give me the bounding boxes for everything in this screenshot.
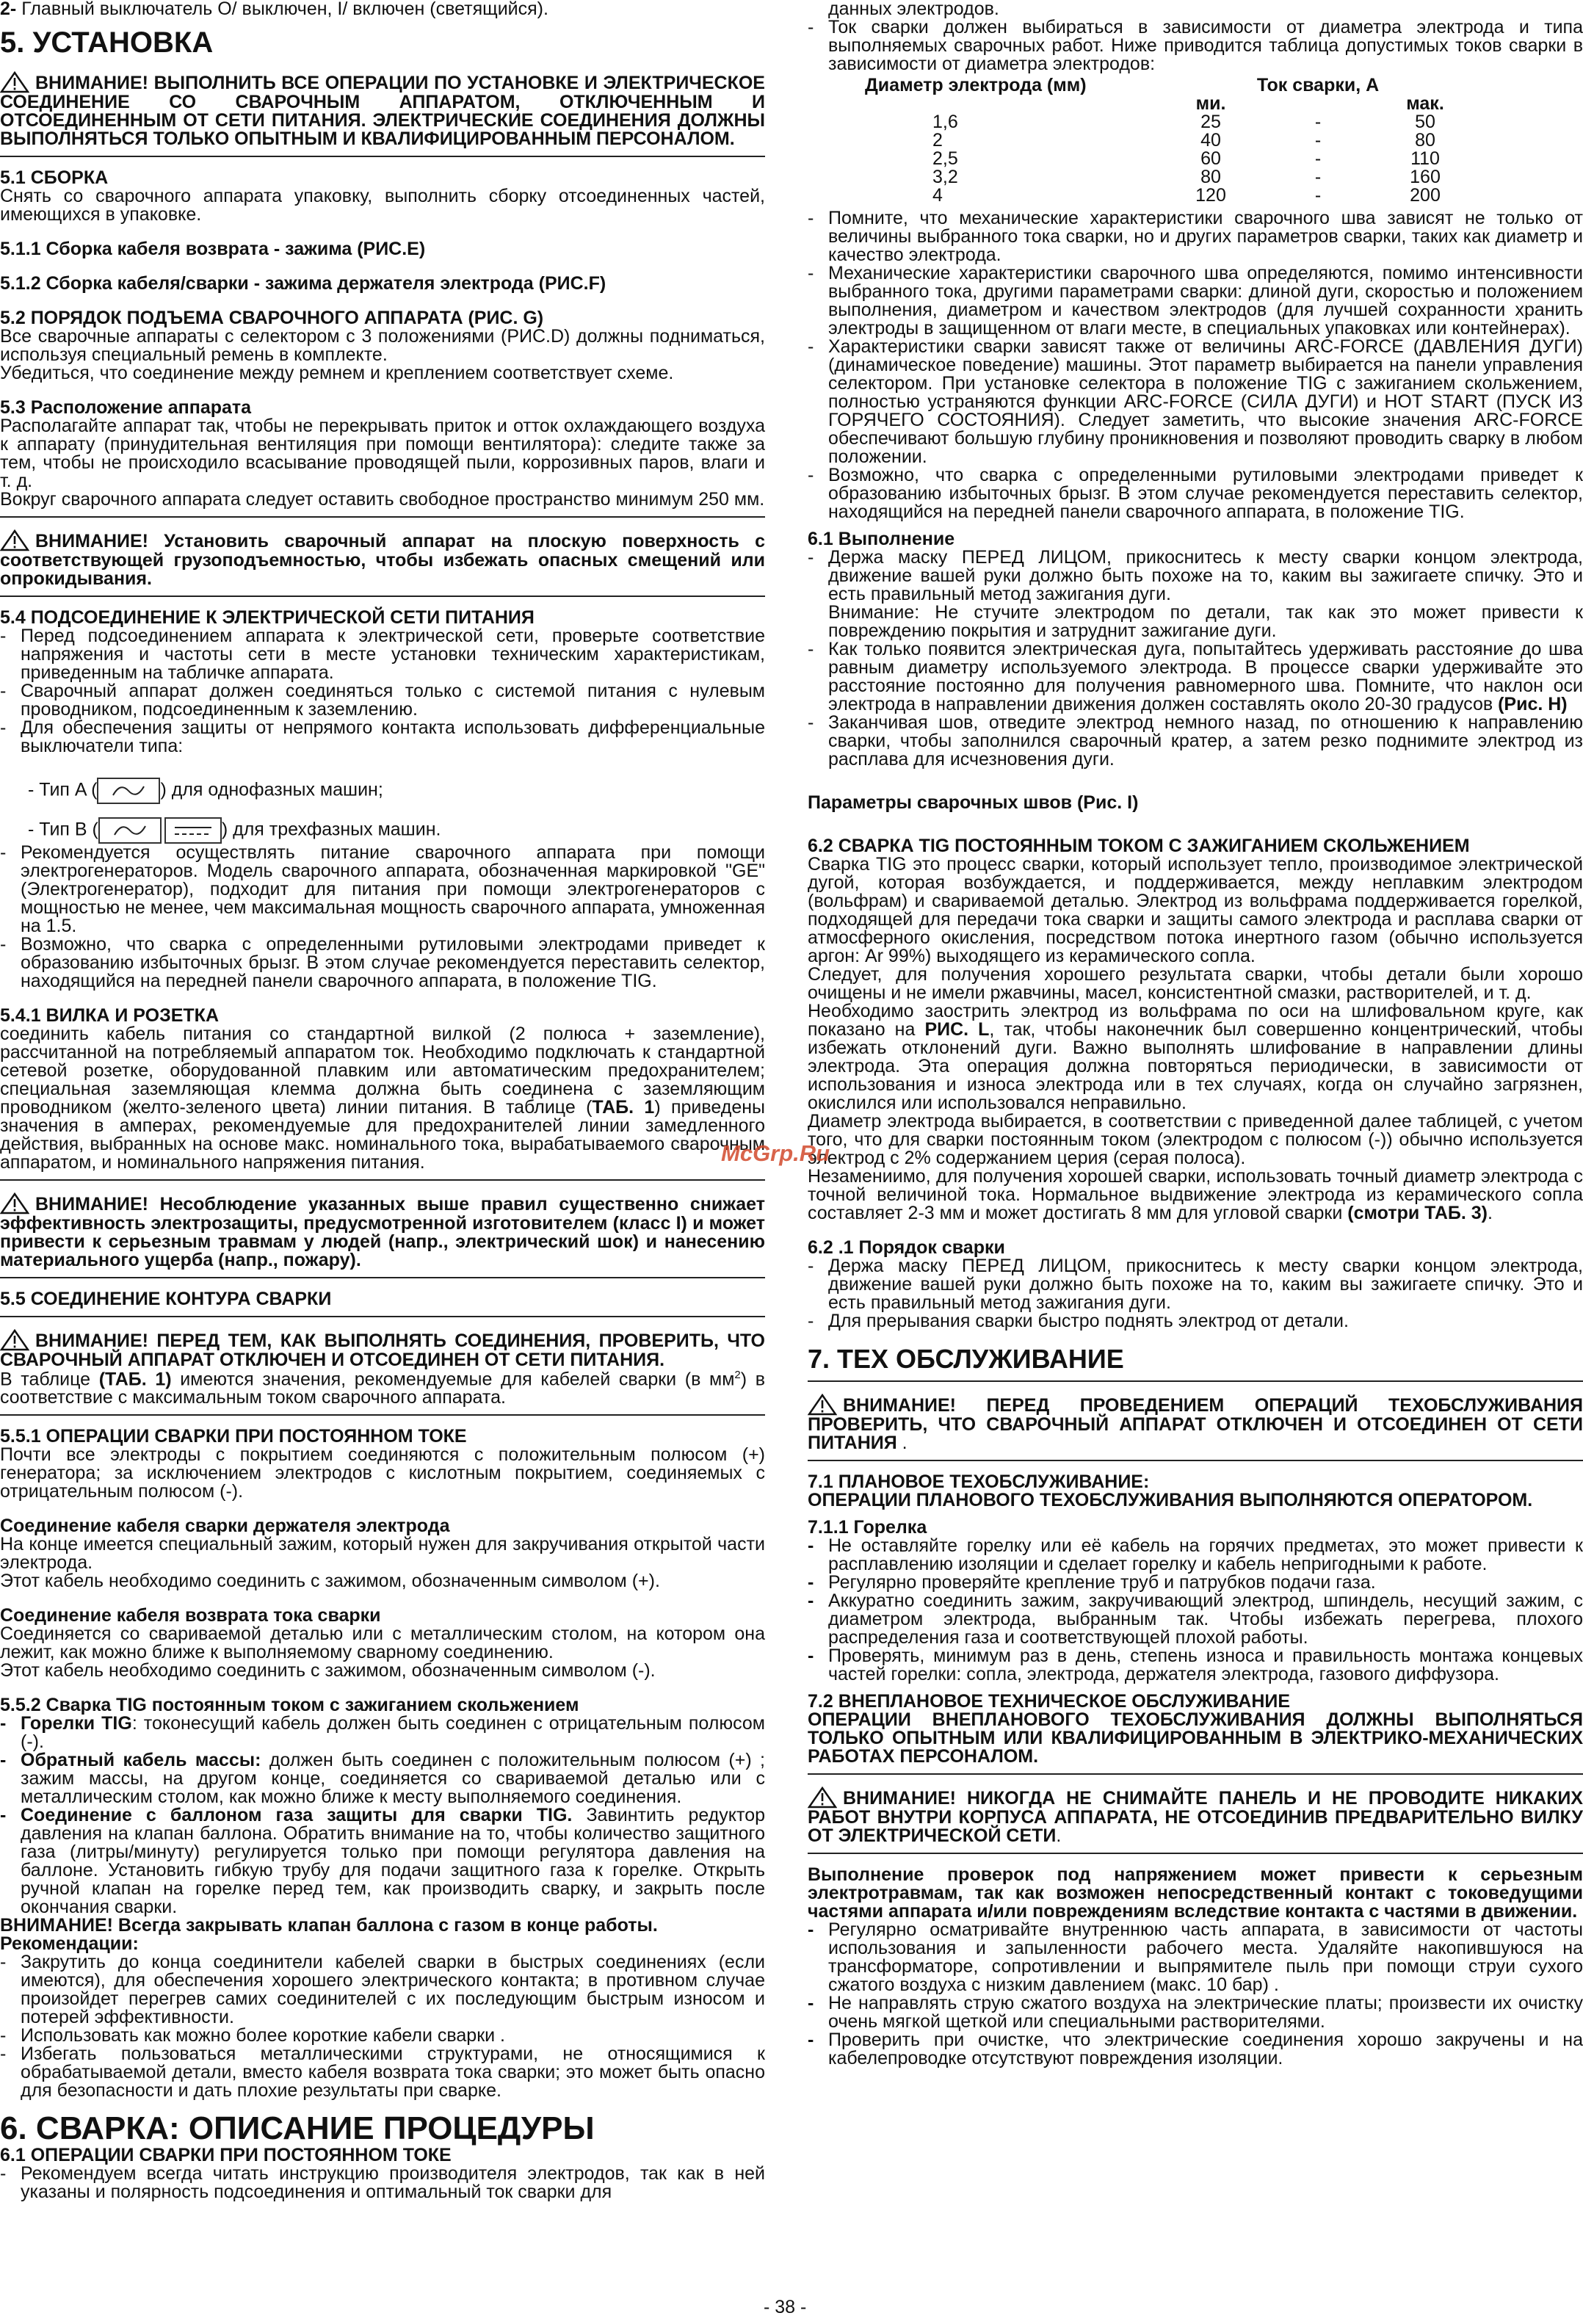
divider	[0, 1316, 765, 1317]
list-item: - Проверить при очистке, что электрические соединения хорошо закручены и на кабелепроводке отсутствуют повреждения изоляции.	[808, 2029, 1583, 2068]
list-item: - Регулярно осматривайте внутреннюю часть аппарата, в зависимости от частоты использования и запыленности рабочего места. Удаляйте накопившуюся на трансформаторе, сопротивлении и выпрямителе пыль при помощи струи сухого сжатого воздуха с низким давлением (макс. 10 бар) .	[808, 1919, 1583, 1995]
list-item: - Как только появится электрическая дуга, попытайтесь удерживать расстояние до шва равным диаметру используемого электрода. В процессе сварки удерживайте это расстояние постоянно для получения равномерного шва. Помните, что наклон оси электрода в направлении движения должен составлять около 20-30 градусов (Рис. H)	[808, 639, 1583, 714]
warning-block: ВНИМАНИЕ! НИКОГДА НЕ СНИМАЙТЕ ПАНЕЛЬ И НЕ ПРОВОДИТЕ НИКАКИХ РАБОТ ВНУТРИ КОРПУСА АППАРАТА, НЕ ОТСОЕДИНИВ ПРЕДВАРИТЕЛЬНО ВИЛКУ ОТ ЭЛЕКТРИЧЕСКОЙ СЕТИ.	[808, 1787, 1583, 1846]
list-item: - Избегать пользоваться металлическими структурами, не относящимися к обрабатываемой детали, вместо кабеля возврата тока сварки; это может быть опасно для безопасности и дать плохие результаты при сварке.	[0, 2044, 765, 2102]
paragraph: Необходимо заострить электрод из вольфрама по оси на шлифовальном круге, как показано на РИС. L, так, чтобы наконечник был совершенно концентрический, чтобы избежать отклонений дуги. Важно выполнять шлифование в направлении длины электрода. Эта операция должна повторяться периодически, в зависимости от использования и износа электрода или в тех случаях, когда он случайно загрязнен, окислился или использовался неправильно.	[808, 1001, 1583, 1113]
list-item: - Держа маску ПЕРЕД ЛИЦОМ, прикоснитесь к месту сварки концом электрода, движение вашей руки должно быть похоже на то, каким вы зажигаете спичку. Это и есть правильный метод зажигания дуги.	[808, 547, 1583, 604]
list-item: - Возможно, что сварка с определенными рутиловыми электродами приведет к образованию избыточных брызг. В этом случае рекомендуется переставить селектор, находящийся на передней панели сварочного аппарата, в положение TIG.	[0, 934, 765, 991]
table-header: Диаметр электрода (мм)	[865, 75, 1087, 95]
divider	[0, 596, 765, 597]
paragraph: Выполнение проверок под напряжением может привести к серьезным электротравмам, так как возможен непосредственный контакт с токоведущими частями аппарата и/или повреждениям вследствие контакта с частями в движении.	[808, 1864, 1583, 1922]
paragraph: данных электродов.	[828, 0, 999, 19]
paragraph: Снять со сварочного аппарата упаковку, выполнить сборку отсоединенных частей, имеющихся в упаковке.	[0, 186, 765, 225]
warning-triangle-icon	[0, 1329, 29, 1351]
section-title: 5.5.1 ОПЕРАЦИИ СВАРКИ ПРИ ПОСТОЯННОМ ТОКЕ	[0, 1426, 467, 1447]
ac-wave-icon	[97, 778, 160, 804]
list-item: - Для обеспечения защиты от непрямого контакта использовать дифференциальные выключатели типа:	[0, 717, 765, 756]
list-item: - Рекомендуется осуществлять питание сварочного аппарата при помощи электрогенераторов. Модель сварочного аппарата, обозначенная маркировкой "GE" (Электрогенератор), подходит для питания при помощи электрогенераторов с мощностью не менее, чем максимальная мощность сварочного аппарата, умноженная на 1.5.	[0, 842, 765, 936]
section-title: 5.1.1 Сборка кабеля возврата - зажима (РИС.E)	[0, 239, 426, 259]
table-row: 1,6 25 - 50	[932, 112, 1435, 132]
section-title: 7.1 ПЛАНОВОЕ ТЕХОБСЛУЖИВАНИЕ:	[808, 1471, 1150, 1492]
list-item: - Сварочный аппарат должен соединяться только с системой питания с нулевым проводником, подсоединенным к заземлению.	[0, 681, 765, 720]
rcd-type-a: - Тип A ( ) для однофазных машин;	[0, 778, 765, 804]
section-title: 5.5 СОЕДИНЕНИЕ КОНТУРА СВАРКИ	[0, 1289, 332, 1309]
rcd-type-b: - Тип B ( ) для трехфазных машин.	[0, 817, 765, 844]
warning-triangle-icon	[0, 1192, 29, 1215]
table-header: ми.	[1195, 93, 1226, 114]
list-item: - Помните, что механические характеристики сварочного шва зависят не только от величины выбранного тока сварки, но и других параметров сварки, таких как диаметр и качество электрода.	[808, 208, 1583, 265]
warning-block: ВНИМАНИЕ! ПЕРЕД ТЕМ, КАК ВЫПОЛНЯТЬ СОЕДИНЕНИЯ, ПРОВЕРИТЬ, ЧТО СВАРОЧНЫЙ АППАРАТ ОТКЛЮЧЕН И ОТСОЕДИНЕН ОТ СЕТИ ПИТАНИЯ.	[0, 1331, 765, 1370]
paragraph: Все сварочные аппараты с селектором с 3 положениями (РИС.D) должны подниматься, используя специальный ремень в комплекте.	[0, 326, 765, 365]
list-item: - Характеристики сварки зависят также от величины ARC-FORCE (ДАВЛЕНИЯ ДУГИ) (динамическое поведение) машины. Этот параметр выбирается на панели управления селектором. При установке селектора в положение TIG с зажиганием скольжением, полностью устраняются функции ARC-FORCE (СИЛА ДУГИ) и HOT START (ПУСК ИЗ ГОРЯЧЕГО СОСТОЯНИЯ). Следует заметить, что высокие значения ARC-FORCE обеспечивают большую глубину проникновения и позволяют проводить сварку в любом положении.	[808, 336, 1583, 467]
dc-line-icon	[164, 817, 222, 844]
section-title: Соединение кабеля возврата тока сварки	[0, 1605, 381, 1626]
section-title: 5.4.1 ВИЛКА И РОЗЕТКА	[0, 1005, 219, 1026]
table-row: 2,5 60 - 110	[932, 148, 1440, 169]
divider	[0, 1414, 765, 1416]
section-6-title: 6. СВАРКА: ОПИСАНИЕ ПРОЦЕДУРЫ	[0, 2110, 595, 2147]
section-title: 6.1 ОПЕРАЦИИ СВАРКИ ПРИ ПОСТОЯННОМ ТОКЕ	[0, 2144, 452, 2165]
table-header: мак.	[1406, 93, 1444, 114]
list-item: - Держа маску ПЕРЕД ЛИЦОМ, прикоснитесь к месту сварки концом электрода, движение вашей руки должно быть похоже на то, каким вы зажигаете спичку. Это и есть правильный метод зажигания дуги.	[808, 1256, 1583, 1313]
list-item: - Аккуратно соединить зажим, закручивающий электрод, шпиндель, несущий зажим, с диаметром электрода, выбранным так. Чтобы избежать перегрева, плохого распределения газа и соответствующей плохой работы.	[808, 1590, 1583, 1648]
section-7-title: 7. ТЕХ ОБСЛУЖИВАНИЕ	[808, 1344, 1124, 1374]
section-title: 5.1 СБОРКА	[0, 167, 109, 188]
list-item: - Возможно, что сварка с определенными рутиловыми электродами приведет к образованию избыточных брызг. В этом случае рекомендуется переставить селектор, находящийся на передней панели сварочного аппарата, в положение TIG.	[808, 465, 1583, 522]
paragraph: Почти все электроды с покрытием соединяются с положительным полюсом (+) генератора; за исключением электродов с кислотным покрытием, соединяемых с отрицательным полюсом (-).	[0, 1444, 765, 1502]
divider	[0, 516, 765, 518]
list-item: - Не направлять струю сжатого воздуха на электрические платы; произвести их очистку очень мягкой щеткой или специальными растворителями.	[808, 1992, 1583, 2032]
warning-block: ВНИМАНИЕ! Несоблюдение указанных выше правил существенно снижает эффективность электрозащиты, предусмотренной изготовителем (класс I) и может привести к серьезным травмам у людей (напр., электрический шок) и нанесению материального ущерба (напр., пожару).	[0, 1194, 765, 1270]
warning-line: ВНИМАНИЕ! Всегда закрывать клапан баллона с газом в конце работы.	[0, 1915, 658, 1936]
list-item: - Регулярно проверяйте крепление труб и патрубков подачи газа.	[808, 1571, 1376, 1593]
divider	[0, 156, 765, 157]
watermark: McGrp.Ru	[721, 1140, 830, 1166]
paragraph: Этот кабель необходимо соединить с зажимом, обозначенным символом (-).	[0, 1660, 656, 1682]
section-title: Соединение кабеля сварки держателя электрода	[0, 1516, 450, 1537]
table-row: 4 120 - 200	[932, 185, 1441, 206]
list-item: - Для прерывания сварки быстро поднять электрод от детали.	[808, 1311, 1349, 1331]
section-5-title: 5. УСТАНОВКА	[0, 26, 214, 59]
table-row: 2 40 - 80	[932, 130, 1435, 151]
paragraph: На конце имеется специальный зажим, который нужен для закручивания открытой части электрода.	[0, 1534, 765, 1574]
list-item: - Заканчивая шов, отведите электрод немного назад, по отношению к направлению сварки, чтобы заполнился сварочный кратер, а затем резко поднимите электрод из расплава для исчезновения дуги.	[808, 712, 1583, 770]
paragraph: Убедиться, что соединение между ремнем и креплением соответствует схеме.	[0, 363, 674, 383]
paragraph: Этот кабель необходимо соединить с зажимом, обозначенным символом (+).	[0, 1571, 660, 1592]
warning-triangle-icon	[0, 529, 29, 551]
list-item: - Не оставляйте горелку или её кабель на горячих предметах, это может привести к расплавлению изоляции и сделает горелку и кабель непригодными к работе.	[808, 1535, 1583, 1574]
paragraph: Вокруг сварочного аппарата следует оставить свободное пространство минимум 250 мм.	[0, 489, 765, 510]
divider	[808, 1773, 1583, 1775]
top-line: 2- Главный выключатель О/ выключен, I/ включен (светящийся).	[0, 0, 548, 19]
list-item: - Перед подсоединением аппарата к электрической сети, проверьте соответствие напряжения и частоты сети в месте установки техническим характеристикам, приведенным на табличке аппарата.	[0, 626, 765, 683]
section-title: 6.2 СВАРКА TIG ПОСТОЯННЫМ ТОКОМ С ЗАЖИГАНИЕМ СКОЛЬЖЕНИЕМ	[808, 836, 1470, 856]
list-item: - Обратный кабель массы: должен быть соединен с положительным полюсом (+) ; зажим массы, на другом конце, соединяется со свариваемой деталью или с металлическим столом, как можно ближе к месту выполняемого соединения.	[0, 1750, 765, 1808]
paragraph: Следует, для получения хорошего результата сварки, чтобы детали были хорошо очищены и не имели ржавчины, масел, консистентной смазки, растворителей, и т. д.	[808, 964, 1583, 1003]
list-item: - Ток сварки должен выбираться в зависимости от диаметра электрода и типа выполняемых сварочных работ. Ниже приводится таблица допустимых токов сварки в зависимости от диаметра электродов:	[808, 17, 1583, 74]
list-item: - Использовать как можно более короткие кабели сварки .	[0, 2025, 505, 2046]
section-title: 6.1 Выполнение	[808, 529, 955, 549]
warning-block: ВНИМАНИЕ! Установить сварочный аппарат на плоскую поверхность с соответствующей грузоподъемностью, чтобы избежать опасных смещений или опрокидывания.	[0, 531, 765, 589]
section-title: 5.3 Расположение аппарата	[0, 397, 252, 418]
warning-block: ВНИМАНИЕ! ПЕРЕД ПРОВЕДЕНИЕМ ОПЕРАЦИЙ ТЕХОБСЛУЖИВАНИЯ ПРОВЕРИТЬ, ЧТО СВАРОЧНЫЙ АППАРАТ ОТКЛЮЧЕН И ОТСОЕДИНЕН ОТ СЕТИ ПИТАНИЯ .	[808, 1394, 1583, 1453]
table-row: 3,2 80 - 160	[932, 167, 1441, 187]
divider	[808, 1853, 1583, 1854]
section-title: Параметры сварочных швов (Рис. I)	[808, 792, 1139, 813]
section-title: 7.1.1 Горелка	[808, 1516, 927, 1538]
paragraph: Внимание: Не стучите электродом по детали, так как это может привести к повреждению покрытия и затруднит зажигание дуги.	[828, 602, 1583, 641]
list-item: - Горелки TIG: токонесущий кабель должен быть соединен с отрицательным полюсом (-).	[0, 1713, 765, 1753]
section-title: Рекомендации:	[0, 1933, 139, 1955]
divider	[808, 1380, 1583, 1382]
section-title: 5.5.2 Сварка TIG постоянным током с зажиганием скольжением	[0, 1695, 579, 1716]
list-item: - Соединение с баллоном газа защиты для сварки TIG. Завинтить редуктор давления на клапан баллона. Обратить внимание на то, чтобы количество защитного газа (литры/минуту) регулируется только при помощи регулятора давления на баллоне. Установить гибкую трубу для подачи защитного газа к горелке. Открыть ручной клапан на горелке перед тем, как производить сварку, и закрыть после окончания сварки.	[0, 1805, 765, 1918]
current-table	[859, 76, 1479, 205]
list-item: - Механические характеристики сварочного шва определяются, помимо интенсивности выбранного тока, другими параметрами сварки: длиной дуги, скоростью и положением выполнения, диаметром и качеством электродов (для лучшей сохранности хранить электроды в защищенном от влаги месте, в специальных упаковках или контейнерах).	[808, 263, 1583, 339]
warning-triangle-icon	[808, 1394, 837, 1416]
warning-block: ВНИМАНИЕ! ВЫПОЛНИТЬ ВСЕ ОПЕРАЦИИ ПО УСТАНОВКЕ И ЭЛЕКТРИЧЕСКОЕ СОЕДИНЕНИЕ СО СВАРОЧНЫМ АППАРАТОМ, ОТКЛЮЧЕННЫМ И ОТСОЕДИНЕННЫМ ОТ СЕТИ ПИТАНИЯ. ЭЛЕКТРИЧЕСКИЕ СОЕДИНЕНИЯ ДОЛЖНЫ ВЫПОЛНЯТЬСЯ ТОЛЬКО ОПЫТНЫМ И КВАЛИФИЦИРОВАННЫМ ПЕРСОНАЛОМ.	[0, 73, 765, 149]
section-title: 5.1.2 Сборка кабеля/сварки - зажима держателя электрода (РИС.F)	[0, 273, 606, 294]
paragraph: Диаметр электрода выбирается, в соответствии с приведенной далее таблицей, с учетом того, что для сварки постоянным током (электродом с полюсом (-)) обычно используется электрод с 2% содержанием церия (серая полоса).	[808, 1111, 1583, 1168]
divider	[0, 1179, 765, 1181]
paragraph: Соединяется со свариваемой деталью или с металлическим столом, на котором она лежит, как можно ближе к выполняемому сварному соединению.	[0, 1623, 765, 1663]
paragraph: Сварка TIG это процесс сварки, который использует тепло, производимое электрической дугой, которая возбуждается, и поддерживается, между неплавким электродом (вольфрам) и свариваемой деталью. Электрод из вольфрама поддерживается горелкой, подходящей для передачи тока сварки и защиты самого электрода и расплава сварки от атмосферного окисления, посредством потока инертного газом (обычно используется аргон: Ar 99%) выходящего из керамического сопла.	[808, 854, 1583, 966]
paragraph: В таблице (ТАБ. 1) имеются значения, рекомендуемые для кабелей сварки (в $мм^2$) в соответствие с максимальным током сварочного аппарата.	[0, 1369, 765, 1408]
divider	[0, 1277, 765, 1278]
list-item: - Проверять, минимум раз в день, степень износа и правильность монтажа концевых частей горелки: сопла, электрода, держателя электрода, газового диффузора.	[808, 1645, 1583, 1684]
section-title: 5.4 ПОДСОЕДИНЕНИЕ К ЭЛЕКТРИЧЕСКОЙ СЕТИ ПИТАНИЯ	[0, 607, 535, 628]
paragraph: соединить кабель питания со стандартной вилкой (2 полюса + заземление), рассчитанной на потребляемый аппаратом ток. Необходимо подключать к стандартной сетевой розетке, оборудованной плавким или автоматическим предохранителем; специальная заземляющая клемма должна быть соединена с заземляющим проводником (желто-зеленого цвета) линии питания. В таблице (ТАБ. 1) приведены значения в амперах, рекомендуемые для предохранителей линии замедленного действия, выбранных на основе макс. номинального тока, вырабатываемого сварочным аппаратом, и номинального напряжения питания.	[0, 1024, 765, 1173]
left-column	[0, 0, 765, 2201]
list-item: - Закрутить до конца соединители кабелей сварки в быстрых соединениях (если имеются), для обеспечения хорошего электрического контакта; в противном случае произойдет перегрев самих соединителей с их последующим быстрым износом и потерей эффективности.	[0, 1952, 765, 2028]
paragraph: ОПЕРАЦИИ ВНЕПЛАНОВОГО ТЕХОБСЛУЖИВАНИЯ ДОЛЖНЫ ВЫПОЛНЯТЬСЯ ТОЛЬКО ОПЫТНЫМ ИЛИ КВАЛИФИЦИРОВАННЫМ В ЭЛЕКТРИКО-МЕХАНИЧЕСКИХ РАБОТАХ ПЕРСОНАЛОМ.	[808, 1709, 1583, 1767]
ac-wave-icon	[98, 817, 162, 844]
warning-triangle-icon	[808, 1787, 837, 1809]
table-header: Ток сварки, A	[1256, 75, 1380, 95]
section-title: 6.2 .1 Порядок сварки	[808, 1237, 1005, 1258]
paragraph: Незамениимо, для получения хорошей сварки, использовать точный диаметр электрода с точной величиной тока. Нормальное выдвижение электрода из керамического сопла составляет 2-3 мм и может достигать 8 мм для угловой сварки (смотри ТАБ. 3).	[808, 1166, 1583, 1223]
list-item: - Рекомендуем всегда читать инструкцию производителя электродов, так как в ней указаны и полярность подсоединения и оптимальный ток сварки для	[0, 2162, 765, 2202]
right-column	[808, 0, 1583, 2068]
page-number: - 38 -	[764, 2297, 807, 2317]
paragraph: Располагайте аппарат так, чтобы не перекрывать приток и отток охлаждающего воздуха к аппарату (принудительная вентиляция при помощи вентилятора): следите также за тем, чтобы не происходило всасывание проводящей пыли, коррозивных паров, влаги и т. д.	[0, 416, 765, 491]
section-title: 7.2 ВНЕПЛАНОВОЕ ТЕХНИЧЕСКОЕ ОБСЛУЖИВАНИЕ	[808, 1690, 1291, 1712]
paragraph: ОПЕРАЦИИ ПЛАНОВОГО ТЕХОБСЛУЖИВАНИЯ ВЫПОЛНЯЮТСЯ ОПЕРАТОРОМ.	[808, 1489, 1533, 1510]
divider	[808, 1460, 1583, 1461]
section-title: 5.2 ПОРЯДОК ПОДЪЕМА СВАРОЧНОГО АППАРАТА (РИС. G)	[0, 308, 544, 328]
warning-triangle-icon	[0, 71, 29, 93]
